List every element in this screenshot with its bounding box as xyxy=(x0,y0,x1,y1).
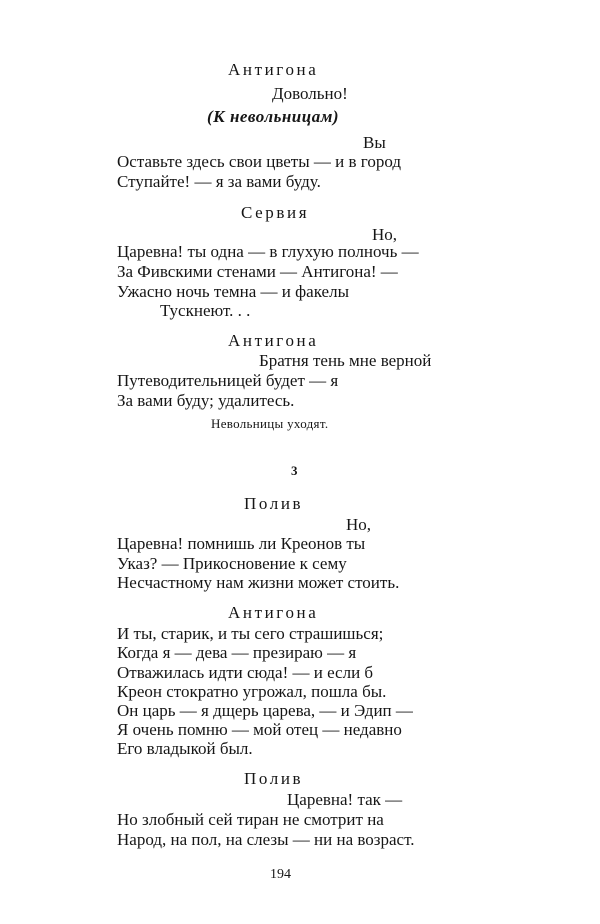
verse-line: Несчастному нам жизни может стоить. xyxy=(117,573,400,592)
verse-line: Его владыкой был. xyxy=(117,739,253,758)
verse-line: Оставьте здесь свои цветы — и в город xyxy=(117,152,401,171)
stage-direction: (К невольницам) xyxy=(207,107,340,126)
verse-line: Креон стократно угрожал, пошла бы. xyxy=(117,682,387,701)
verse-line: Отважилась идти сюда! — и если б xyxy=(117,663,374,682)
speaker-antigona: Антигона xyxy=(228,60,319,79)
verse-line: Вы xyxy=(363,133,386,152)
verse-line: Царевна! ты одна — в глухую полночь — xyxy=(117,242,419,261)
verse-line: Ужасно ночь темна — и факелы xyxy=(117,282,350,301)
verse-line: Царевна! помнишь ли Креонов ты xyxy=(117,534,366,553)
scene-number: 3 xyxy=(291,463,298,478)
verse-line: Указ? — Прикосновение к сему xyxy=(117,554,347,573)
page-number: 194 xyxy=(270,867,291,882)
speaker-poliv: Полив xyxy=(244,494,304,513)
verse-line: Но, xyxy=(346,515,372,534)
stage-direction: Невольницы уходят. xyxy=(211,416,329,431)
verse-line: Я очень помню — мой отец — недавно xyxy=(117,720,402,739)
verse-line: Царевна! так — xyxy=(287,790,403,809)
verse-line: Он царь — я дщерь царева, — и Эдип — xyxy=(117,701,413,720)
verse-line: За вами буду; удалитесь. xyxy=(117,391,295,410)
verse-line: Ступайте! — я за вами буду. xyxy=(117,172,321,191)
speaker-antigona: Антигона xyxy=(228,603,319,622)
verse-line: Довольно! xyxy=(272,84,348,103)
verse-line: Но злобный сей тиран не смотрит на xyxy=(117,810,384,829)
verse-line: И ты, старик, и ты сего страшишься; xyxy=(117,624,384,643)
verse-line: Братня тень мне верной xyxy=(259,351,432,370)
verse-line: Но, xyxy=(372,225,398,244)
speaker-antigona: Антигона xyxy=(228,331,319,350)
verse-line: Тускнеют. . . xyxy=(160,301,251,320)
verse-line: Путеводительницей будет — я xyxy=(117,371,339,390)
verse-line: Когда я — дева — презираю — я xyxy=(117,643,357,662)
speaker-poliv: Полив xyxy=(244,769,304,788)
speaker-servia: Сервия xyxy=(241,203,310,222)
verse-line: За Фивскими стенами — Антигона! — xyxy=(117,262,398,281)
verse-line: Народ, на пол, на слезы — ни на возраст. xyxy=(117,830,415,849)
